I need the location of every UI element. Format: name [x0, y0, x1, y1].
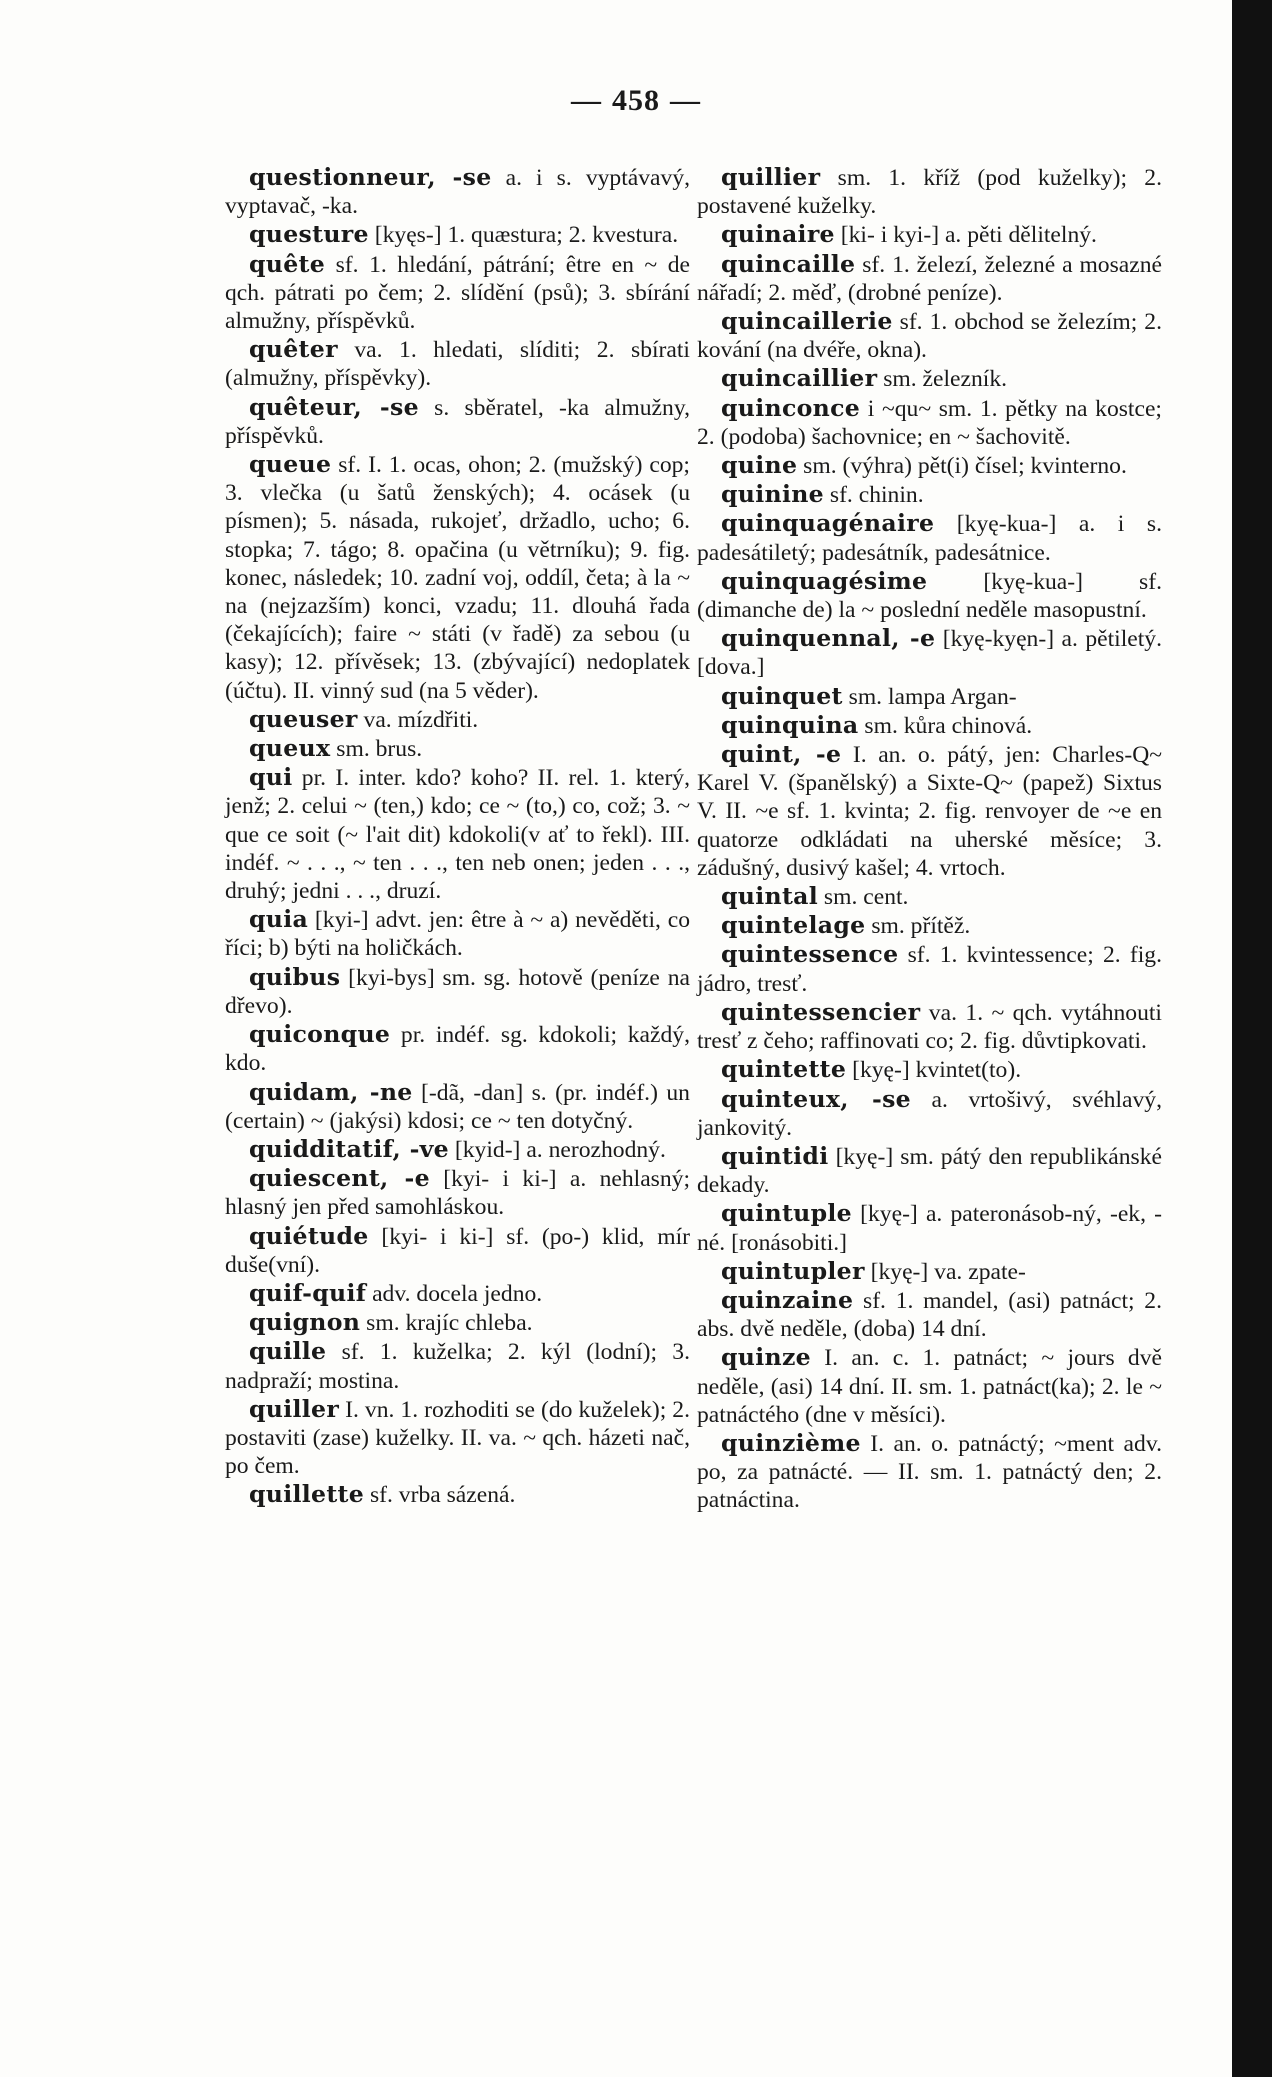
entry-definition: sm. přítěž.	[865, 913, 971, 940]
entry-headword: queuser	[249, 704, 358, 733]
entry-definition: sm. brus.	[330, 736, 423, 763]
entry-definition: sm. kůra chinová.	[858, 712, 1033, 739]
entry-headword: quinteux, -se	[721, 1084, 911, 1113]
entry-definition: sf. 1. kuželka; 2. kýl (lodní); 3. nadpraží; mostina.	[225, 1339, 690, 1394]
entry-definition: sm. lampa Argan-	[842, 683, 1017, 710]
dictionary-entry	[697, 911, 1162, 940]
dictionary-entry	[697, 220, 1162, 249]
entry-definition: I. vn. 1. rozhoditi se (do kuželek); 2. postaviti (zase) kuželky. II. va. ~ qch. házeti nač, po čem.	[225, 1396, 690, 1480]
page-number-value: 458	[612, 84, 660, 117]
entry-definition: [kyid-] a. nerozhodný.	[449, 1136, 666, 1163]
dictionary-entry	[697, 451, 1162, 480]
entry-definition: [kyęs-] 1. quæstura; 2. kvestura.	[368, 222, 679, 249]
entry-definition: pr. I. inter. kdo? koho? II. rel. 1. který, jenž; 2. celui ~ (ten,) kdo; ce ~ (to,) co, což; 3. ~ que ce soit (~ l'ait dit) kdokoli(v ať to řekl). III. indéf. ~ . . ., ~ ten . . ., ten neb onen; jeden . . ., druhý; jedni . . ., druzí.	[225, 765, 690, 905]
entry-definition: sf. 1. železí, železné a mosazné nářadí; 2. měď, (drobné peníze).	[697, 251, 1162, 306]
dictionary-entry	[225, 1279, 690, 1308]
dictionary-entry	[225, 1480, 690, 1509]
dictionary-entry	[225, 763, 690, 905]
dictionary-entry	[697, 307, 1162, 364]
entry-headword: quiétude	[249, 1221, 369, 1250]
entry-definition: [kyi-bys] sm. sg. hotově (peníze na dřevo).	[225, 964, 690, 1019]
entry-definition: s. sběratel, -ka almužny, příspěvků.	[225, 394, 690, 449]
entry-headword: quinquagénaire	[721, 509, 935, 538]
dictionary-entry	[697, 394, 1162, 451]
entry-definition: sf. I. 1. ocas, ohon; 2. (mužský) cop; 3. vlečka (u šatů ženských); 4. ocásek (u písmen); 5. násada, rukojeť, držadlo, ucho; 6. stopka; 7. tágo; 8. opačina (u větrníku); 9. fig. konec, následek; 10. zadní voj, oddíl, četa; à la ~ na (nejzazším) konci, vzadu; 11. dlouhá řada (čekajících); faire ~ státi (v řadě) za sebou (u kasy); 12. přívěsek; 13. (zbývající) nedoplatek (účtu). II. vinný sud (na 5 věder).	[225, 452, 690, 704]
entry-headword: quia	[249, 905, 309, 934]
dictionary-entry	[697, 1055, 1162, 1084]
entry-headword: quinquina	[721, 710, 859, 739]
dictionary-entry	[697, 1429, 1162, 1515]
entry-definition: sm. 1. kříž (pod kuželky); 2. postavené kuželky.	[697, 165, 1162, 220]
entry-headword: quintessence	[721, 940, 899, 969]
dictionary-entry	[225, 1020, 690, 1077]
entry-headword: quidditatif, -ve	[249, 1134, 449, 1163]
dictionary-entry	[697, 682, 1162, 711]
entry-definition: sf. 1. mandel, (asi) patnáct; 2. abs. dvě neděle, (doba) 14 dní.	[697, 1287, 1162, 1343]
entry-definition: [kyę-] va. zpate-	[864, 1258, 1026, 1285]
entry-headword: quinze	[721, 1343, 811, 1372]
entry-definition: [kyę-] kvintet(to).	[846, 1057, 1022, 1084]
entry-headword: queux	[249, 734, 331, 763]
entry-definition: pr. indéf. sg. kdokoli; každý, kdo.	[225, 1022, 690, 1077]
dictionary-entry	[697, 711, 1162, 740]
entry-headword: quillier	[721, 163, 821, 191]
dictionary-entry	[697, 480, 1162, 509]
dictionary-entry	[225, 1222, 690, 1279]
entry-headword: quif-quif	[249, 1278, 367, 1307]
dictionary-entry	[697, 998, 1162, 1055]
entry-definition: a. i s. vyptávavý, vyptavač, -ka.	[225, 165, 691, 220]
entry-headword: quincaillerie	[721, 307, 893, 336]
entry-headword: quintal	[721, 882, 819, 911]
entry-headword: quidam, -ne	[249, 1077, 413, 1106]
dictionary-entry	[697, 1085, 1162, 1142]
dictionary-entry	[225, 450, 690, 705]
entry-definition: a. vrtošivý, svéhlavý, jankovitý.	[697, 1086, 1162, 1141]
entry-definition: [kyę-] sm. pátý den republikánské dekady.	[697, 1143, 1162, 1199]
dictionary-entry	[697, 250, 1162, 307]
dictionary-entry	[225, 1135, 690, 1164]
entry-definition: sm. (výhra) pět(i) čísel; kvinterno.	[797, 453, 1127, 480]
entry-headword: quintette	[721, 1055, 847, 1084]
entry-definition: I. an. o. pátý, jen: Charles-Q~ Karel V. (španělský) a Sixte-Q~ (papež) Sixtus V. II. ~e sf. 1. kvinta; 2. fig. renvoyer de ~e en quatorze odkládati na uherské měsíce; 3. zádušný, dusivý kašel; 4. vrtoch.	[697, 742, 1162, 881]
entry-headword: queue	[249, 450, 332, 479]
entry-headword: questionneur, -se	[249, 163, 492, 191]
entry-definition: [kyi-] advt. jen: être à ~ a) nevěděti, co říci; b) býti na holičkách.	[225, 907, 690, 962]
entry-definition: I. an. o. patnáctý; ~ment adv. po, za patnácté. — II. sm. 1. patnáctý den; 2. patnáctina.	[697, 1430, 1162, 1514]
dictionary-entry	[697, 740, 1162, 882]
dictionary-entry	[697, 1199, 1162, 1256]
page-number	[0, 84, 1272, 118]
entry-headword: questure	[249, 220, 369, 249]
dictionary-entry	[697, 1257, 1162, 1286]
entry-definition: va. mízdřiti.	[357, 706, 479, 733]
dash-left: —	[571, 84, 602, 117]
dictionary-entry	[697, 567, 1162, 624]
dictionary-entry	[225, 1308, 690, 1337]
entry-definition: va. 1. hledati, slíditi; 2. sbírati (almužny, příspěvky).	[225, 337, 690, 392]
dictionary-entry	[225, 250, 690, 336]
dictionary-entry	[225, 905, 690, 962]
entry-headword: quiconque	[249, 1020, 391, 1049]
scan-edge	[1232, 0, 1272, 2077]
dictionary-entry	[225, 393, 690, 450]
entry-definition: [kyę-kua-] sf. (dimanche de) la ~ poslední neděle masopustní.	[697, 568, 1162, 624]
entry-definition: sf. chinin.	[824, 482, 924, 509]
entry-definition: sm. cent.	[818, 884, 909, 911]
dictionary-entry	[697, 509, 1162, 566]
left-column	[225, 163, 690, 1510]
dictionary-entry	[697, 1286, 1162, 1343]
entry-definition: [kyi- i ki-] sf. (po-) klid, mír duše(vní).	[225, 1223, 690, 1278]
entry-headword: quêteur, -se	[249, 392, 419, 421]
entry-headword: quibus	[249, 962, 341, 991]
entry-definition: sf. 1. kvintessence; 2. fig. jádro, tresť.	[697, 942, 1162, 997]
entry-definition: [kyi- i ki-] a. nehlasný; hlasný jen před samohláskou.	[225, 1166, 690, 1221]
entry-headword: quignon	[249, 1308, 361, 1337]
entry-headword: quincaille	[721, 249, 856, 278]
dictionary-entry	[225, 220, 690, 249]
dictionary-entry	[697, 624, 1162, 681]
entry-definition: sm. železník.	[877, 366, 1008, 393]
dictionary-entry	[697, 1142, 1162, 1199]
entry-headword: quinzaine	[721, 1285, 854, 1314]
dictionary-entry	[697, 940, 1162, 997]
entry-definition: sm. krajíc chleba.	[360, 1310, 533, 1337]
entry-definition: [kyę-kua-] a. i s. padesátiletý; padesátník, padesátnice.	[697, 511, 1162, 566]
dictionary-entry	[697, 163, 1162, 220]
dictionary-entry	[697, 882, 1162, 911]
entry-definition: i ~qu~ sm. 1. pětky na kostce; 2. (podoba) šachovnice; en ~ šachovitě.	[697, 395, 1162, 450]
dictionary-entry	[225, 1395, 690, 1481]
entry-definition: va. 1. ~ qch. vytáhnouti tresť z čeho; raffinovati co; 2. fig. důvtipkovati.	[697, 999, 1162, 1055]
entry-definition: sf. 1. hledání, pátrání; être en ~ de qch. pátrati po čem; 2. slídění (psů); 3. sbírání almužny, příspěvků.	[225, 251, 690, 335]
entry-headword: quinzième	[721, 1428, 861, 1457]
entry-headword: quinquet	[721, 681, 843, 710]
entry-headword: quillette	[249, 1480, 365, 1509]
entry-headword: quête	[249, 249, 326, 278]
entry-headword: quincaillier	[721, 364, 878, 393]
entry-headword: quintidi	[721, 1141, 829, 1170]
entry-headword: quêter	[249, 335, 338, 364]
dictionary-entry	[225, 963, 690, 1020]
dictionary-entry	[225, 705, 690, 734]
dictionary-entry	[225, 1078, 690, 1135]
entry-headword: quiller	[249, 1394, 340, 1423]
entry-headword: quintessencier	[721, 997, 921, 1026]
entry-headword: quine	[721, 451, 798, 480]
entry-headword: quintuple	[721, 1199, 852, 1228]
dictionary-entry	[225, 734, 690, 763]
dictionary-entry	[697, 1343, 1162, 1429]
dictionary-entry	[225, 1337, 690, 1394]
entry-headword: quintelage	[721, 911, 866, 940]
entry-definition: [kyę-kyęn-] a. pětiletý. [dova.]	[697, 626, 1162, 681]
entry-headword: quinquennal, -e	[721, 624, 936, 653]
entry-headword: quinine	[721, 480, 824, 509]
entry-definition: adv. docela jedno.	[366, 1280, 543, 1307]
dictionary-entry	[225, 335, 690, 392]
entry-headword: quintupler	[721, 1256, 865, 1285]
entry-headword: quinconce	[721, 393, 861, 422]
dictionary-entry	[225, 163, 690, 220]
dictionary-entry	[225, 1164, 690, 1221]
entry-definition: [kyę-] a. pateronásob-ný, -ek, -né. [ronásobiti.]	[697, 1201, 1162, 1256]
entry-headword: quinquagésime	[721, 566, 928, 595]
dash-right: —	[670, 84, 701, 117]
entry-definition: sf. vrba sázená.	[364, 1482, 516, 1509]
entry-definition: [ki- i kyi-] a. pěti dělitelný.	[834, 222, 1097, 249]
dictionary-entry	[697, 364, 1162, 393]
entry-definition: [-dã, -dan] s. (pr. indéf.) un (certain) ~ (jakýsi) kdosi; ce ~ ten dotyčný.	[225, 1079, 690, 1134]
entry-headword: quinaire	[721, 220, 835, 249]
entry-headword: quille	[249, 1337, 327, 1366]
right-column	[697, 163, 1162, 1515]
entry-headword: quiescent, -e	[249, 1164, 430, 1193]
entry-headword: quint, -e	[721, 740, 842, 769]
entry-headword: qui	[249, 763, 293, 792]
entry-definition: sf. 1. obchod se železím; 2. kování (na dvéře, okna).	[697, 309, 1162, 364]
entry-definition: I. an. c. 1. patnáct; ~ jours dvě neděle, (asi) 14 dní. II. sm. 1. patnáct(ka); 2. le ~ patnáctého (dne v měsíci).	[697, 1345, 1162, 1428]
